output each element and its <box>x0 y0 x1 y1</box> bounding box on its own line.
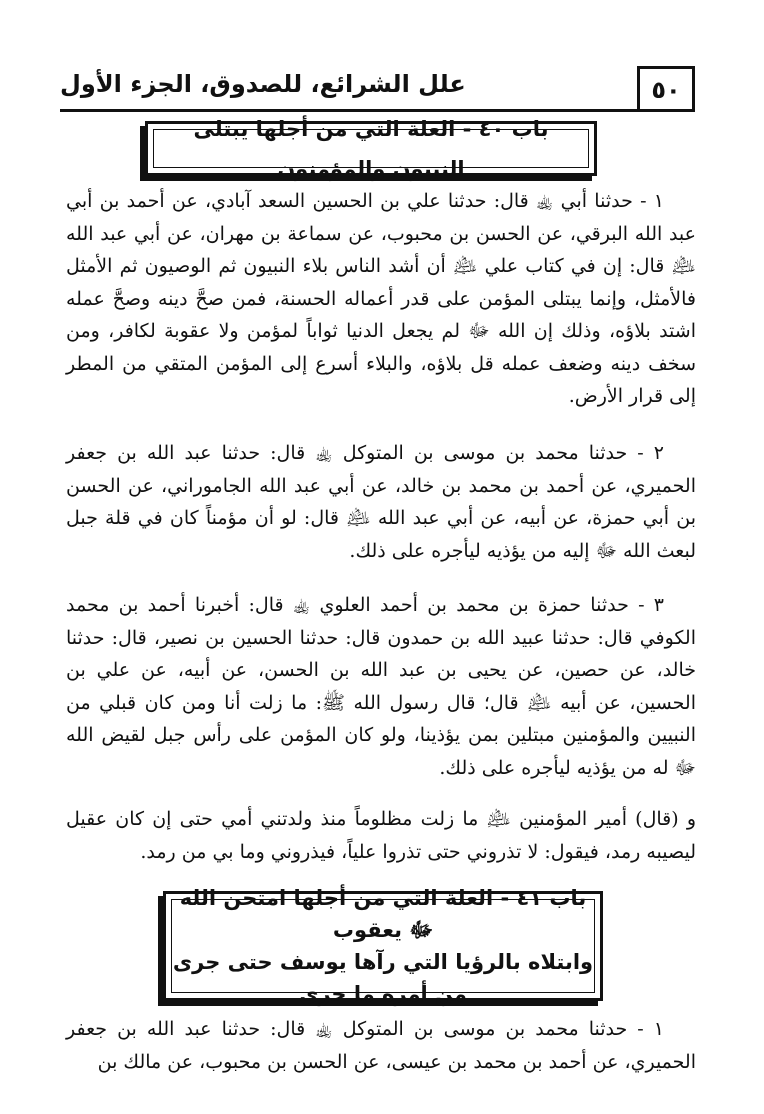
paragraph-text: و (قال) أمير المؤمنين ﵇ ما زلت مظلوماً منذ ولدتني أمي حتى إن كان عقيل ليصيبه رمد، فيقول: لا تذروني حتى تذروا علياً، فيذروني وما بي من رمد. <box>66 808 696 863</box>
chapter-title-line: باب ٤١ - العلة التي من أجلها امتحن الله ﷻ يعقوب <box>179 886 587 942</box>
page-number: ٥٠ <box>637 66 695 110</box>
chapter-title-line: من أمره ما جرى <box>299 982 467 1006</box>
running-header <box>60 66 695 112</box>
chapter-heading-40 <box>145 116 597 181</box>
paragraph-text: ١ - حدثنا محمد بن موسى بن المتوكل ﵀ قال: حدثنا عبد الله بن جعفر الحميري، عن أحمد بن محمد بن عيسى، عن الحسن بن محبوب، عن مالك بن <box>66 1018 696 1073</box>
running-title: علل الشرائع، للصدوق، الجزء الأول <box>60 70 466 98</box>
chapter-title: باب ٤٠ - العلة التي من أجلها يبتلى النبيون والمؤمنون <box>193 116 549 181</box>
hadith-paragraph <box>66 589 696 784</box>
hadith-paragraph <box>66 803 696 868</box>
chapter-heading-41 <box>163 886 603 1006</box>
paragraph-text: ٣ - حدثنا حمزة بن محمد بن أحمد العلوي ﵀ قال: أخبرنا أحمد بن محمد الكوفي قال: حدثنا عبيد الله بن حمدون قال: حدثنا الحسين بن نصير، قال: حدثنا خالد، عن حصين، عن يحيى بن عبد الله بن الحسن، عن أبيه، عن علي بن الحسين، عن أبيه ﵇ قال؛ قال رسول الله ﷺ: ما زلت أنا ومن كان قبلي من النبيين والمؤمنين مبتلين بمن يؤذينا، ولو كان المؤمن على رأس جبل لقيض الله ﷻ له من يؤذيه ليأجره على ذلك. <box>66 594 696 779</box>
paragraph-text: ٢ - حدثنا محمد بن موسى بن المتوكل ﵀ قال: حدثنا عبد الله بن جعفر الحميري، عن أحمد بن محمد بن خالد، عن أبي عبد الله الجاموراني، عن الحسن بن أبي حمزة، عن أبيه، عن أبي عبد الله ﵇ قال: لو أن مؤمناً كان في قلة جبل لبعث الله ﷻ إليه من يؤذيه ليأجره على ذلك. <box>66 442 696 562</box>
hadith-paragraph <box>66 437 696 567</box>
paragraph-text: ١ - حدثنا أبي ﵀ قال: حدثنا علي بن الحسين السعد آبادي، عن أحمد بن أبي عبد الله البرقي، عن الحسن بن محبوب، عن سماعة بن مهران، عن أبي عبد الله ﵇ قال: إن في كتاب علي ﵇ أن أشد الناس بلاء النبيون ثم الوصيون ثم الأمثل فالأمثل، وإنما يبتلى المؤمن على قدر أعماله الحسنة، فمن صحَّ دينه وصحَّ عمله اشتد بلاؤه، وذلك إن الله ﷻ لم يجعل الدنيا ثواباً لمؤمن ولا عقوبة لكافر، ومن سخف دينه وضعف عمله قل بلاؤه، والبلاء أسرع إلى المؤمن المتقي من المطر إلى قرار الأرض. <box>66 190 696 407</box>
chapter-title-line: وابتلاه بالرؤيا التي رآها يوسف حتى جرى <box>172 950 594 974</box>
hadith-paragraph <box>66 185 696 413</box>
hadith-paragraph <box>66 1013 696 1078</box>
